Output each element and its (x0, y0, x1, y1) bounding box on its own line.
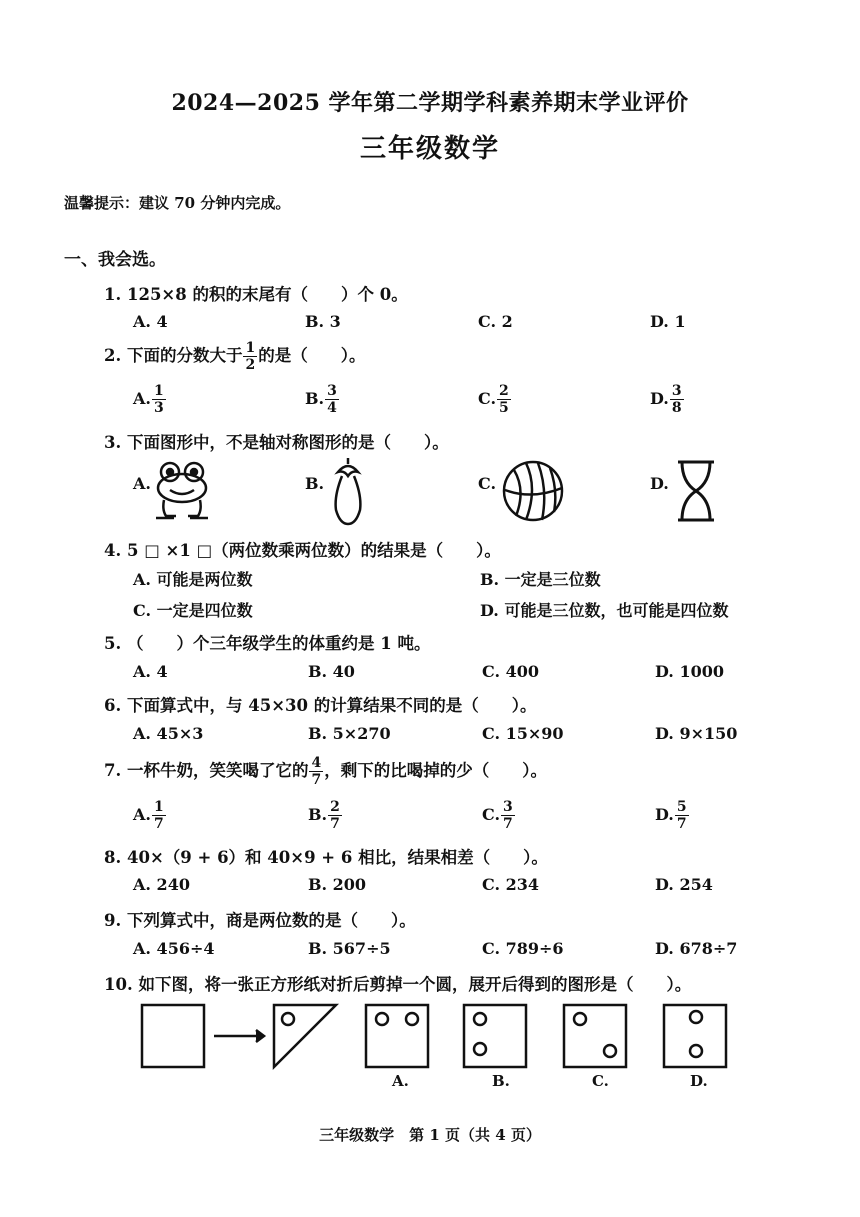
q10-option-a[interactable]: A. (392, 1072, 409, 1090)
question-7: 7. 一杯牛奶，笑笑喝了它的 $\frac{4}{7}$ ，剩下的比喝掉的少（ ）。 (104, 755, 547, 788)
q5-option-b[interactable]: B. 40 (308, 662, 355, 681)
option-c-figure (564, 1005, 626, 1067)
q1-option-d[interactable]: D. 1 (650, 312, 686, 331)
q8-option-b[interactable]: B. 200 (308, 875, 367, 894)
q4-option-a[interactable]: A. 可能是两位数 (133, 570, 253, 589)
q6-option-d[interactable]: D. 9×150 (655, 724, 738, 743)
q1-option-a[interactable]: A. 4 (133, 312, 168, 331)
q4-option-d[interactable]: D. 可能是三位数，也可能是四位数 (480, 601, 729, 620)
q3-option-a[interactable]: A. (133, 474, 151, 493)
option-a-figure (366, 1005, 428, 1067)
q5-option-a[interactable]: A. 4 (133, 662, 168, 681)
question-3: 3. 下面图形中，不是轴对称图形的是（ ）。 (104, 433, 449, 452)
q2-option-a[interactable]: A. $\frac{1}{3}$ (133, 383, 164, 416)
question-9: 9. 下列算式中，商是两位数的是（ ）。 (104, 911, 416, 930)
q3-option-b[interactable]: B. (305, 474, 325, 493)
question-2: 2. 下面的分数大于 $\frac{1}{2}$ 的是（ ）。 (104, 340, 366, 373)
q7-option-b[interactable]: B. $\frac{2}{7}$ (308, 799, 340, 832)
q5-option-c[interactable]: C. 400 (482, 662, 539, 681)
q8-option-c[interactable]: C. 234 (482, 875, 539, 894)
question-4: 4. 5 □ ×1 □（两位数乘两位数）的结果是（ ）。 (104, 541, 501, 560)
q6-option-a[interactable]: A. 45×3 (133, 724, 204, 743)
question-6: 6. 下面算式中，与 45×30 的计算结果不同的是（ ）。 (104, 696, 537, 715)
exam-subject: 三年级数学 (359, 134, 500, 164)
question-1: 1. 125×8 的积的末尾有（ ）个 0。 (104, 285, 408, 304)
q3-option-c[interactable]: C. (478, 474, 497, 493)
q2-option-d[interactable]: D. $\frac{3}{8}$ (650, 383, 682, 416)
q9-option-a[interactable]: A. 456÷4 (133, 939, 215, 958)
q6-option-b[interactable]: B. 5×270 (308, 724, 391, 743)
q9-option-c[interactable]: C. 789÷6 (482, 939, 564, 958)
q1-option-c[interactable]: C. 2 (478, 312, 513, 331)
q10-option-d[interactable]: D. (690, 1072, 708, 1090)
q3-option-d[interactable]: D. (650, 474, 669, 493)
question-8: 8. 40×（9 + 6）和 40×9 + 6 相比，结果相差（ ）。 (104, 848, 548, 867)
q10-option-b[interactable]: B. (492, 1072, 510, 1090)
q7-option-d[interactable]: D. $\frac{5}{7}$ (655, 799, 687, 832)
q1-option-b[interactable]: B. 3 (305, 312, 341, 331)
q8-option-d[interactable]: D. 254 (655, 875, 713, 894)
exam-title: 2024—2025 学年第二学期学科素养期末学业评价 (171, 90, 689, 116)
q7-option-a[interactable]: A. $\frac{1}{7}$ (133, 799, 164, 832)
option-b-figure (464, 1005, 526, 1067)
q8-option-a[interactable]: A. 240 (133, 875, 190, 894)
q7-option-c[interactable]: C. $\frac{3}{7}$ (482, 799, 513, 832)
question-5: 5. （ ）个三年级学生的体重约是 1 吨。 (104, 634, 431, 653)
q9-option-b[interactable]: B. 567÷5 (308, 939, 391, 958)
section-title: 一、我会选。 (64, 250, 166, 270)
eggplant-icon (328, 456, 368, 526)
hourglass-icon (676, 460, 716, 522)
frog-icon (152, 460, 212, 522)
q5-option-d[interactable]: D. 1000 (655, 662, 724, 681)
question-10: 10. 如下图，将一张正方形纸对折后剪掉一个圆，展开后得到的图形是（ ）。 (104, 975, 692, 994)
paper-fold-diagram (140, 1003, 740, 1069)
volleyball-icon (502, 460, 564, 522)
q4-option-c[interactable]: C. 一定是四位数 (133, 601, 253, 620)
q4-option-b[interactable]: B. 一定是三位数 (480, 570, 601, 589)
q2-option-b[interactable]: B. $\frac{3}{4}$ (305, 383, 337, 416)
q10-option-c[interactable]: C. (592, 1072, 609, 1090)
q6-option-c[interactable]: C. 15×90 (482, 724, 564, 743)
q9-option-d[interactable]: D. 678÷7 (655, 939, 738, 958)
square-paper (142, 1005, 204, 1067)
q2-option-c[interactable]: C. $\frac{2}{5}$ (478, 383, 509, 416)
page-footer: 三年级数学 第 1 页（共 4 页） (319, 1126, 541, 1144)
exam-tip: 温馨提示：建议 70 分钟内完成。 (64, 194, 291, 212)
